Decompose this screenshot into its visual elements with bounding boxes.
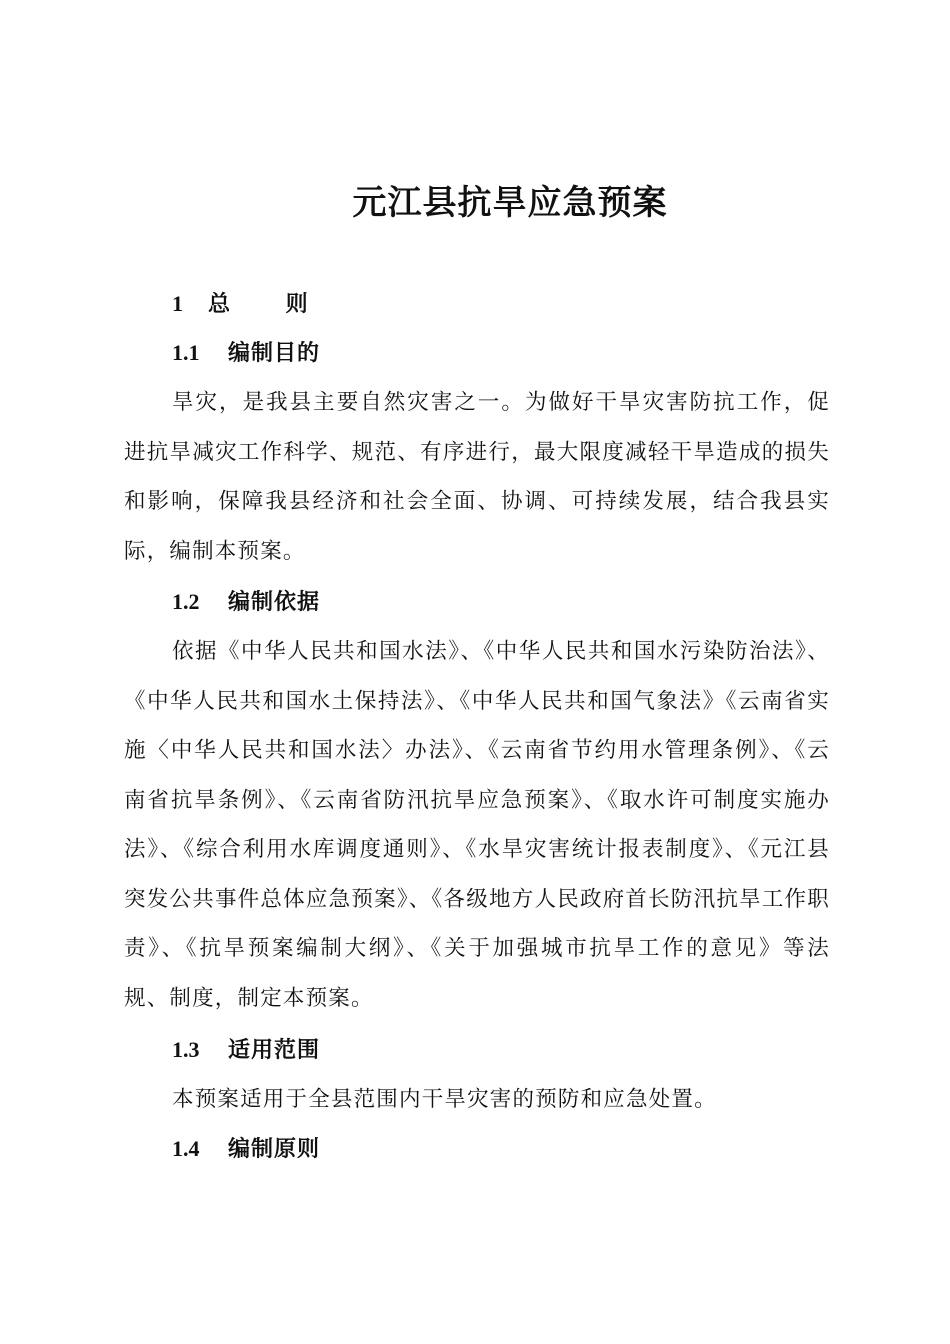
section-number: 1.3 bbox=[172, 1037, 200, 1062]
section-title: 适用范围 bbox=[228, 1038, 321, 1063]
section-body-1-3: 本预案适用于全县范围内干旱灾害的预防和应急处置。 bbox=[172, 1087, 717, 1112]
section-body-1-1: 旱灾，是我县主要自然灾害之一。为做好干旱灾害防抗工作，促进抗旱减灾工作科学、规范、有序进行，最大限度减轻干旱造成的损失和影响，保障我县经济和社会全面、协调、可持续发展，结合我县实际，编制本预案。 bbox=[124, 390, 830, 564]
section-heading-1-3 bbox=[172, 1035, 320, 1066]
section-heading-1-2 bbox=[172, 587, 320, 618]
chapter-heading bbox=[172, 289, 332, 320]
document-title: 元江县抗旱应急预案 bbox=[352, 183, 668, 223]
section-title: 编制目的 bbox=[228, 341, 321, 366]
section-number: 1.2 bbox=[172, 589, 200, 614]
section-number: 1.1 bbox=[172, 340, 200, 365]
section-title: 编制原则 bbox=[228, 1137, 321, 1162]
section-title: 编制依据 bbox=[228, 590, 321, 615]
chapter-number: 1 bbox=[172, 291, 183, 316]
section-heading-1-4 bbox=[172, 1134, 320, 1165]
chapter-title: 总 则 bbox=[208, 292, 332, 317]
section-heading-1-1 bbox=[172, 338, 320, 369]
section-body-1-2: 依据《中华人民共和国水法》、《中华人民共和国水污染防治法》、《中华人民共和国水土保持法》、《中华人民共和国气象法》《云南省实施〈中华人民共和国水法〉办法》、《云南省节约用水管理条例》、《云南省抗旱条例》、《云南省防汛抗旱应急预案》、《取水许可制度实施办法》、《综合利用水库调度通则》、《水旱灾害统计报表制度》、《元江县突发公共事件总体应急预案》、《各级地方人民政府首长防汛抗旱工作职责》、《抗旱预案编制大纲》、《关于加强城市抗旱工作的意见》等法规、制度，制定本预案。 bbox=[124, 639, 830, 1011]
section-number: 1.4 bbox=[172, 1136, 200, 1161]
